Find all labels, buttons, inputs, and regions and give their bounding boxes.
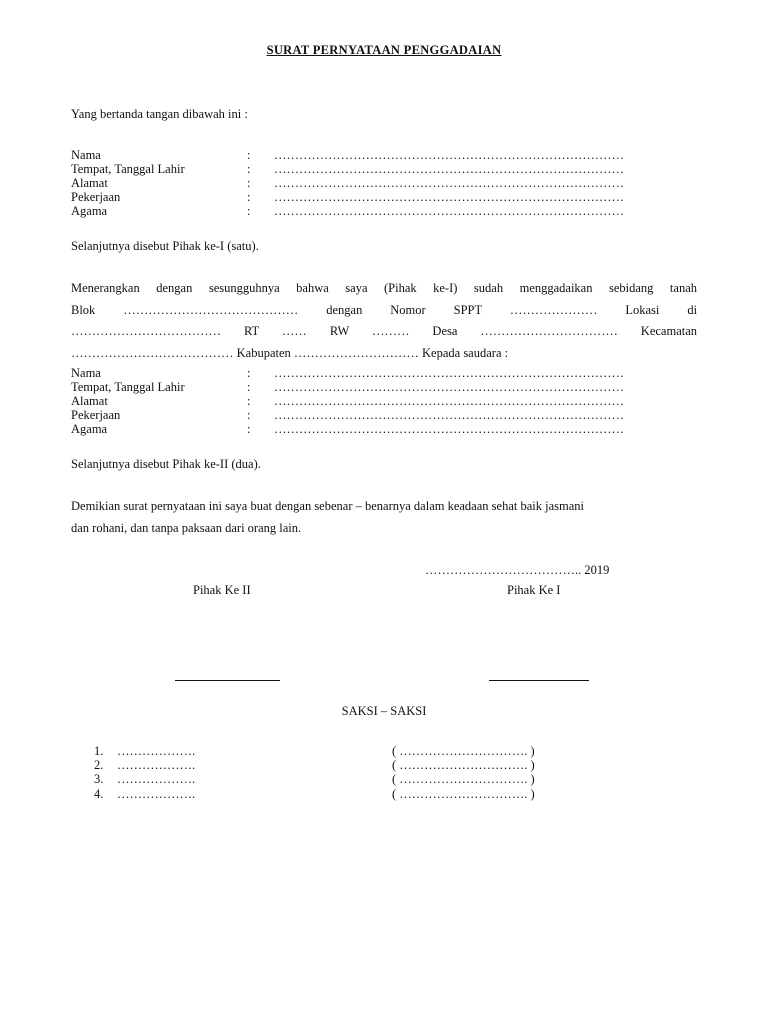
- field-colon: :: [247, 394, 251, 408]
- field-dots: …………………………………………………………………………: [274, 148, 624, 162]
- field-label-nama: Nama: [71, 148, 101, 162]
- statement-line-3: [71, 325, 697, 338]
- word: Desa: [432, 324, 458, 338]
- document-title: SURAT PERNYATAAN PENGGADAIAN: [266, 43, 502, 57]
- witness-number: 1.: [94, 744, 104, 758]
- field-colon: :: [247, 176, 251, 190]
- signature-label-pihak1: Pihak Ke I: [507, 583, 561, 597]
- field-label-ttl: Tempat, Tanggal Lahir: [71, 162, 185, 176]
- signature-line-pihak1: [489, 680, 589, 681]
- statement-line-1: Menerangkan dengan sesungguhnya bahwa saya (Pihak ke-I) sudah menggadaikan sebidang tanah: [71, 281, 697, 295]
- field-dots: …………………………………………………………………………: [274, 394, 624, 408]
- field-label-agama: Agama: [71, 204, 108, 218]
- witness-number: 4.: [94, 787, 104, 801]
- statement-line-4: ………………………………… Kabupaten ………………………… Kepada saudara :: [71, 346, 509, 360]
- field-label-agama: Agama: [71, 422, 108, 436]
- field-label-pekerjaan: Pekerjaan: [71, 408, 121, 422]
- field-colon: :: [247, 148, 251, 162]
- witness-sign-dots: ( …………………………. ): [392, 744, 535, 758]
- word: RW: [329, 324, 350, 338]
- witness-heading: SAKSI – SAKSI: [341, 704, 427, 718]
- field-dots: …………………………………………………………………………: [274, 176, 624, 190]
- word: SPPT: [453, 303, 482, 317]
- dots: ………: [371, 324, 410, 338]
- dots: ………………………………: [71, 324, 221, 338]
- word: dengan: [326, 303, 363, 317]
- dots: ……: [281, 324, 307, 338]
- word: Kecamatan: [640, 324, 698, 338]
- field-colon: :: [247, 162, 251, 176]
- word: RT: [243, 324, 259, 338]
- date-line: ……………………………….. 2019: [425, 563, 610, 577]
- witness-number: 3.: [94, 772, 104, 786]
- dots: …………………: [509, 303, 598, 317]
- witness-name-dots: ……………….: [117, 744, 196, 758]
- field-colon: :: [247, 408, 251, 422]
- field-dots: …………………………………………………………………………: [274, 366, 624, 380]
- field-dots: …………………………………………………………………………: [274, 162, 624, 176]
- word: Lokasi: [625, 303, 660, 317]
- pihak1-note: Selanjutnya disebut Pihak ke-I (satu).: [71, 239, 259, 253]
- word: Blok: [71, 303, 96, 317]
- witness-sign-dots: ( …………………………. ): [392, 787, 535, 801]
- field-colon: :: [247, 422, 251, 436]
- statement-line-2: [71, 304, 697, 317]
- word: Nomor: [390, 303, 426, 317]
- witness-sign-dots: ( …………………………. ): [392, 758, 535, 772]
- dots: ……………………………: [480, 324, 618, 338]
- closing-line-2: dan rohani, dan tanpa paksaan dari orang lain.: [71, 521, 302, 535]
- field-dots: …………………………………………………………………………: [274, 204, 624, 218]
- witness-name-dots: ……………….: [117, 787, 196, 801]
- field-dots: …………………………………………………………………………: [274, 380, 624, 394]
- field-colon: :: [247, 366, 251, 380]
- field-dots: …………………………………………………………………………: [274, 422, 624, 436]
- witness-name-dots: ……………….: [117, 772, 196, 786]
- field-colon: :: [247, 190, 251, 204]
- word: di: [687, 303, 698, 317]
- pihak2-note: Selanjutnya disebut Pihak ke-II (dua).: [71, 457, 261, 471]
- field-dots: …………………………………………………………………………: [274, 190, 624, 204]
- closing-line-1: Demikian surat pernyataan ini saya buat dengan sebenar – benarnya dalam keadaan sehat baik jasmani: [71, 499, 584, 513]
- field-label-ttl: Tempat, Tanggal Lahir: [71, 380, 185, 394]
- witness-sign-dots: ( …………………………. ): [392, 772, 535, 786]
- field-colon: :: [247, 204, 251, 218]
- signature-label-pihak2: Pihak Ke II: [193, 583, 251, 597]
- field-dots: …………………………………………………………………………: [274, 408, 624, 422]
- dots: ……………………………………: [123, 303, 299, 317]
- field-label-alamat: Alamat: [71, 176, 108, 190]
- field-label-alamat: Alamat: [71, 394, 108, 408]
- intro-text: Yang bertanda tangan dibawah ini :: [71, 107, 248, 121]
- field-label-nama: Nama: [71, 366, 101, 380]
- signature-line-pihak2: [175, 680, 280, 681]
- witness-name-dots: ……………….: [117, 758, 196, 772]
- field-label-pekerjaan: Pekerjaan: [71, 190, 121, 204]
- field-colon: :: [247, 380, 251, 394]
- witness-number: 2.: [94, 758, 104, 772]
